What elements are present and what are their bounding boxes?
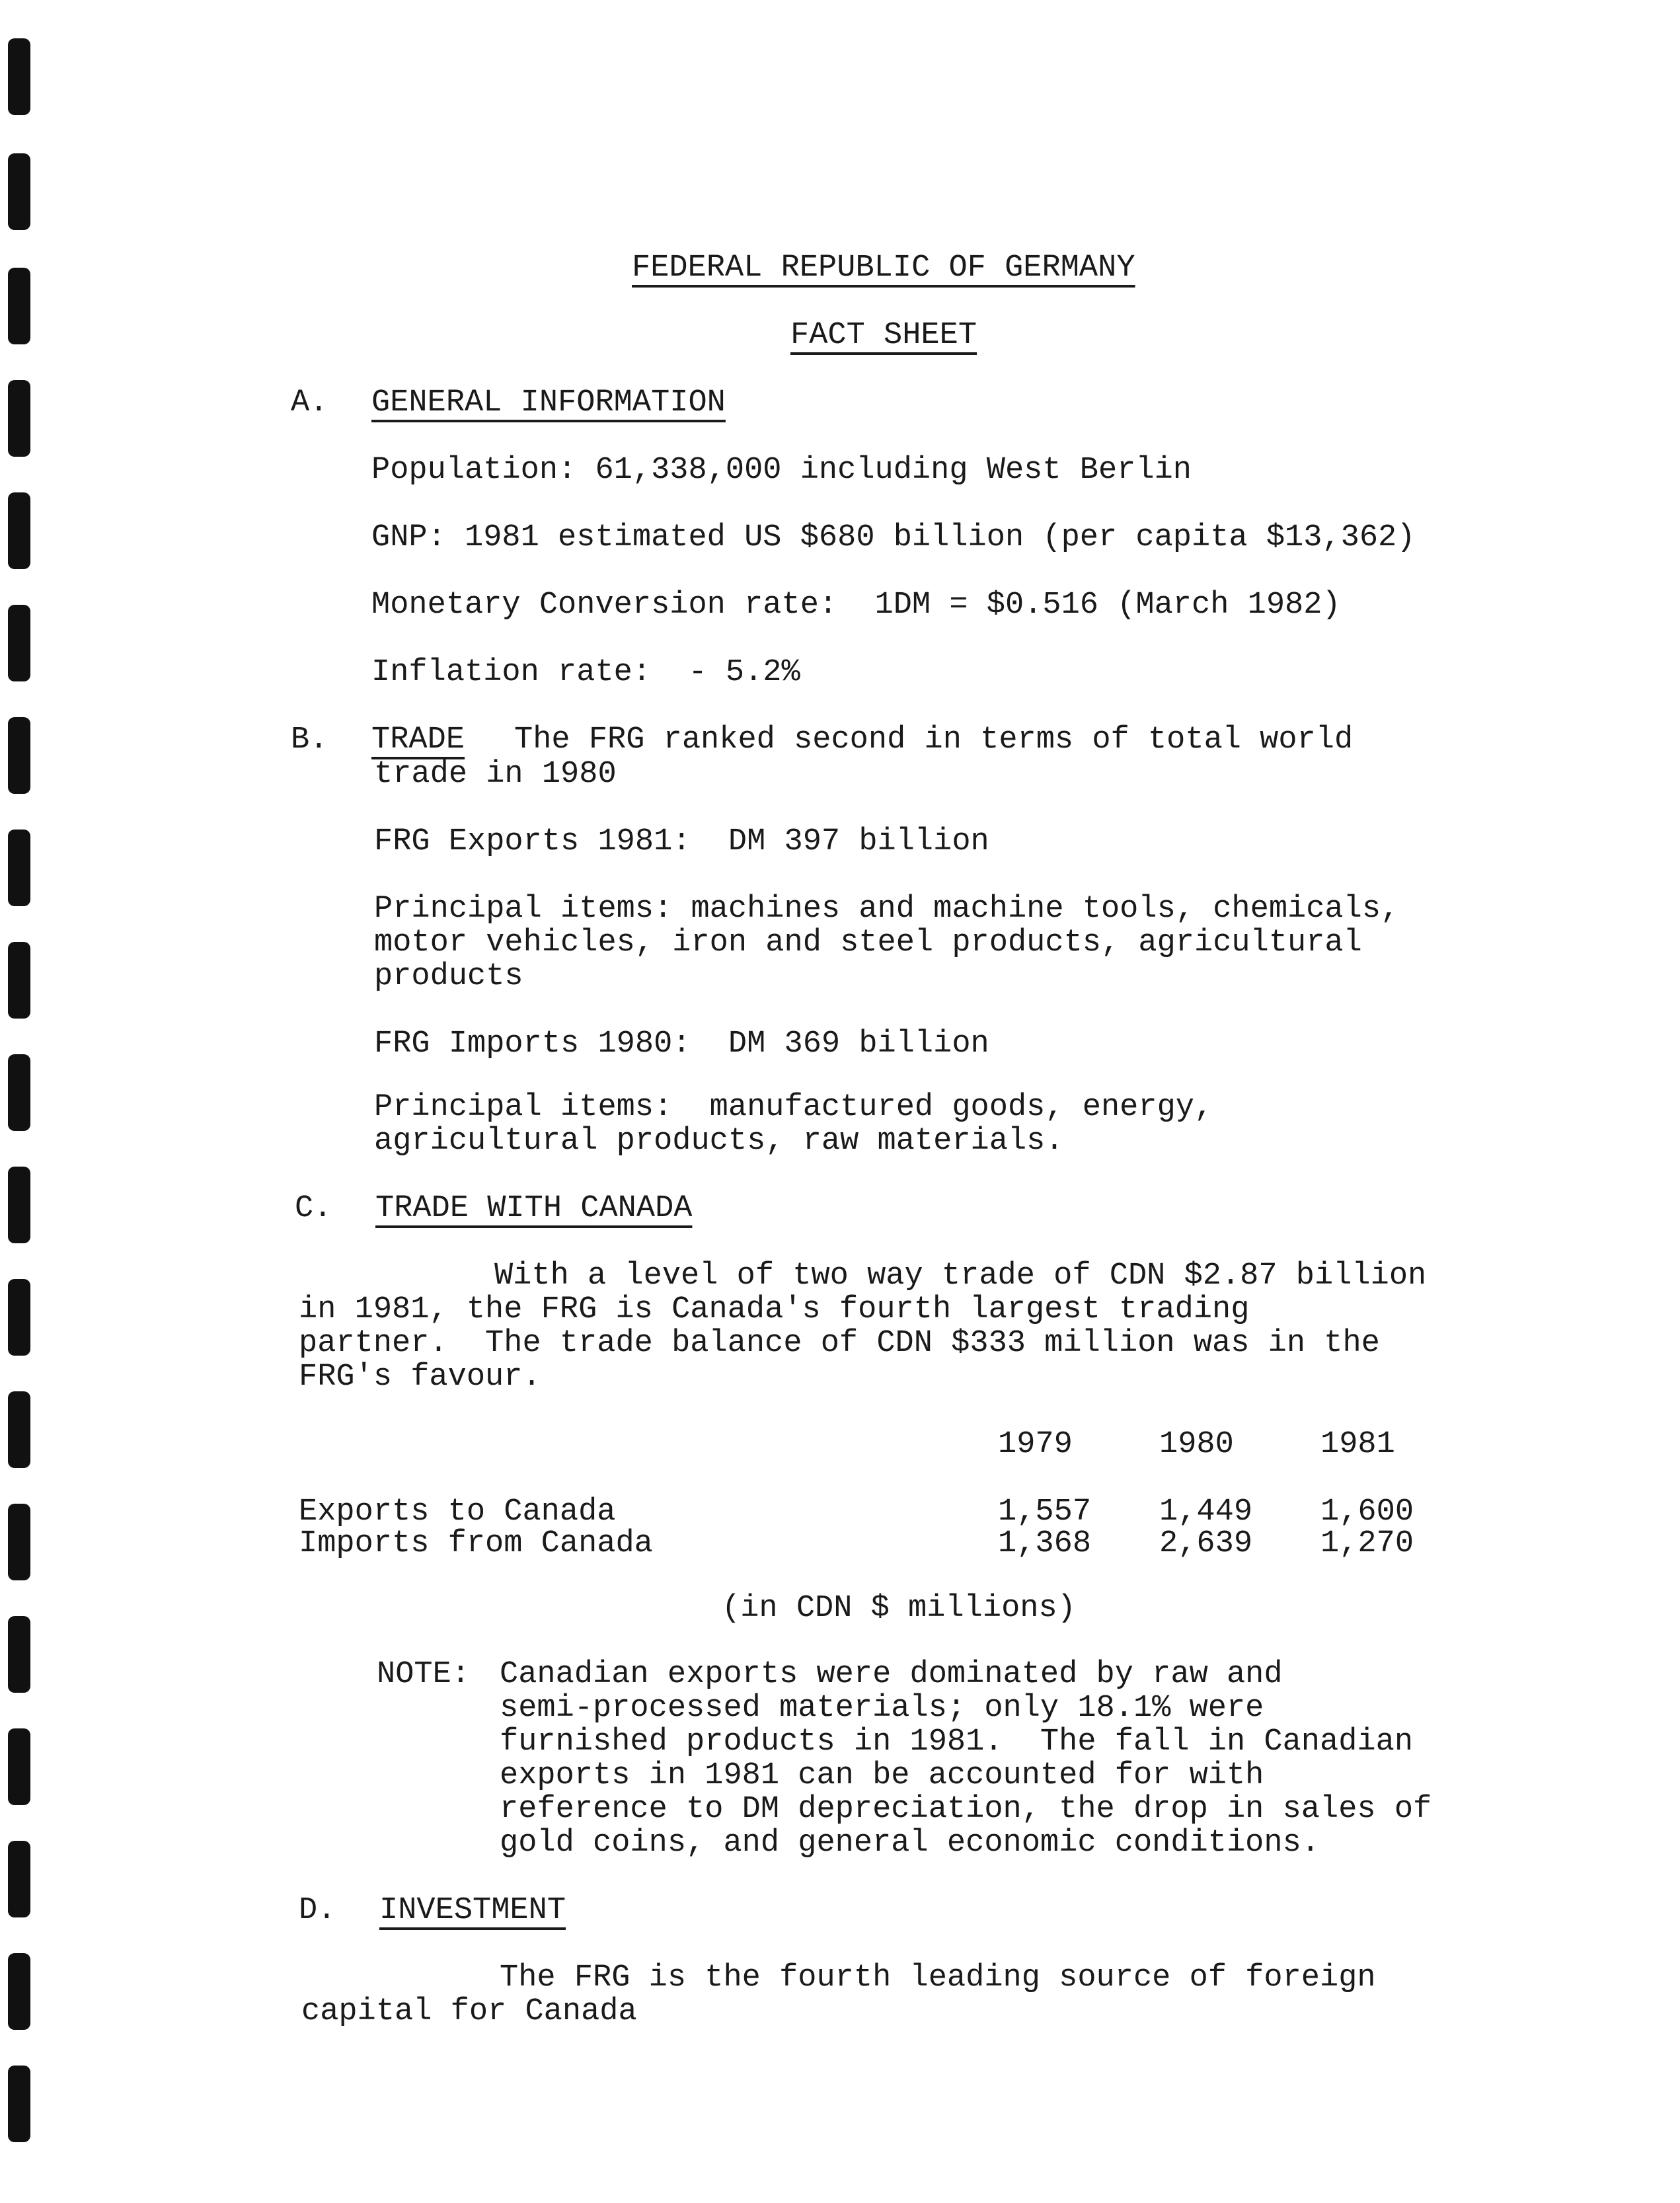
section-a-heading: GENERAL INFORMATION [371, 385, 726, 420]
binder-hole [8, 38, 30, 115]
table-cell: 1,368 [998, 1526, 1092, 1561]
note-line: exports in 1981 can be accounted for with [500, 1758, 1264, 1793]
trade-canada-paragraph-line: partner. The trade balance of CDN $333 million was in the [299, 1326, 1380, 1361]
binder-hole [8, 830, 30, 906]
note-line: gold coins, and general economic conditions. [500, 1826, 1320, 1861]
binder-hole [8, 1616, 30, 1693]
table-cell: 2,639 [1159, 1526, 1253, 1561]
note-line: Canadian exports were dominated by raw and [500, 1657, 1283, 1692]
trade-canada-paragraph-line: in 1981, the FRG is Canada's fourth largest trading [299, 1292, 1250, 1327]
table-year-header: 1980 [1159, 1427, 1234, 1462]
trade-intro-line-1: The FRG ranked second in terms of total world [514, 722, 1354, 757]
section-b-letter: B. [291, 722, 328, 757]
table-cell: 1,600 [1320, 1494, 1414, 1529]
investment-paragraph-line: The FRG is the fourth leading source of foreign [500, 1960, 1376, 1995]
binder-hole [8, 268, 30, 344]
population-line: Population: 61,338,000 including West Berlin [371, 453, 1192, 488]
binder-hole [8, 1504, 30, 1580]
binder-holes [0, 0, 73, 2203]
table-cell: 1,270 [1320, 1526, 1414, 1561]
binder-hole [8, 942, 30, 1019]
conversion-line: Monetary Conversion rate: 1DM = $0.516 (March 1982) [371, 588, 1341, 623]
section-d-letter: D. [299, 1893, 336, 1928]
table-cell: 1,449 [1159, 1494, 1253, 1529]
exports-items-line: Principal items: machines and machine tools, chemicals, [374, 892, 1400, 927]
binder-hole [8, 1953, 30, 2030]
table-row-label: Exports to Canada [299, 1494, 616, 1529]
table-cell: 1,557 [998, 1494, 1092, 1529]
binder-hole [8, 2066, 30, 2142]
investment-paragraph-line: capital for Canada [301, 1994, 637, 2029]
section-b-heading: TRADE [371, 722, 465, 757]
imports-items-line: Principal items: manufactured goods, energy, [374, 1090, 1213, 1125]
binder-hole [8, 1054, 30, 1131]
section-d-heading: INVESTMENT [379, 1893, 566, 1928]
binder-hole [8, 153, 30, 230]
binder-hole [8, 1279, 30, 1356]
table-unit-caption: (in CDN $ millions) [722, 1591, 1076, 1626]
binder-hole [8, 1841, 30, 1917]
binder-hole [8, 605, 30, 681]
page-title: FEDERAL REPUBLIC OF GERMANY [632, 251, 1135, 286]
note-line: furnished products in 1981. The fall in Canadian [500, 1724, 1414, 1759]
page-subtitle: FACT SHEET [790, 318, 977, 353]
note-label: NOTE: [377, 1657, 471, 1692]
table-row-label: Imports from Canada [299, 1526, 653, 1561]
exports-items-line: motor vehicles, iron and steel products, agricultural [374, 925, 1362, 960]
trade-intro-line-2: trade in 1980 [374, 757, 617, 792]
note-line: reference to DM depreciation, the drop in sales of [500, 1792, 1432, 1827]
binder-hole [8, 492, 30, 569]
imports-items-line: agricultural products, raw materials. [374, 1124, 1064, 1159]
exports-line: FRG Exports 1981: DM 397 billion [374, 824, 989, 859]
binder-hole [8, 1167, 30, 1243]
binder-hole [8, 717, 30, 794]
imports-line: FRG Imports 1980: DM 369 billion [374, 1026, 989, 1062]
section-c-heading: TRADE WITH CANADA [375, 1191, 693, 1226]
trade-canada-paragraph-line: With a level of two way trade of CDN $2.87 billion [494, 1258, 1427, 1294]
binder-hole [8, 380, 30, 457]
gnp-line: GNP: 1981 estimated US $680 billion (per capita $13,362) [371, 520, 1416, 555]
table-year-header: 1981 [1320, 1427, 1395, 1462]
section-c-letter: C. [295, 1191, 332, 1226]
exports-items-line: products [374, 959, 523, 994]
binder-hole [8, 1391, 30, 1468]
inflation-line: Inflation rate: - 5.2% [371, 655, 800, 690]
section-a-letter: A. [291, 385, 328, 420]
binder-hole [8, 1728, 30, 1805]
trade-canada-paragraph-line: FRG's favour. [299, 1360, 541, 1395]
note-line: semi-processed materials; only 18.1% were [500, 1691, 1264, 1726]
table-year-header: 1979 [998, 1427, 1073, 1462]
